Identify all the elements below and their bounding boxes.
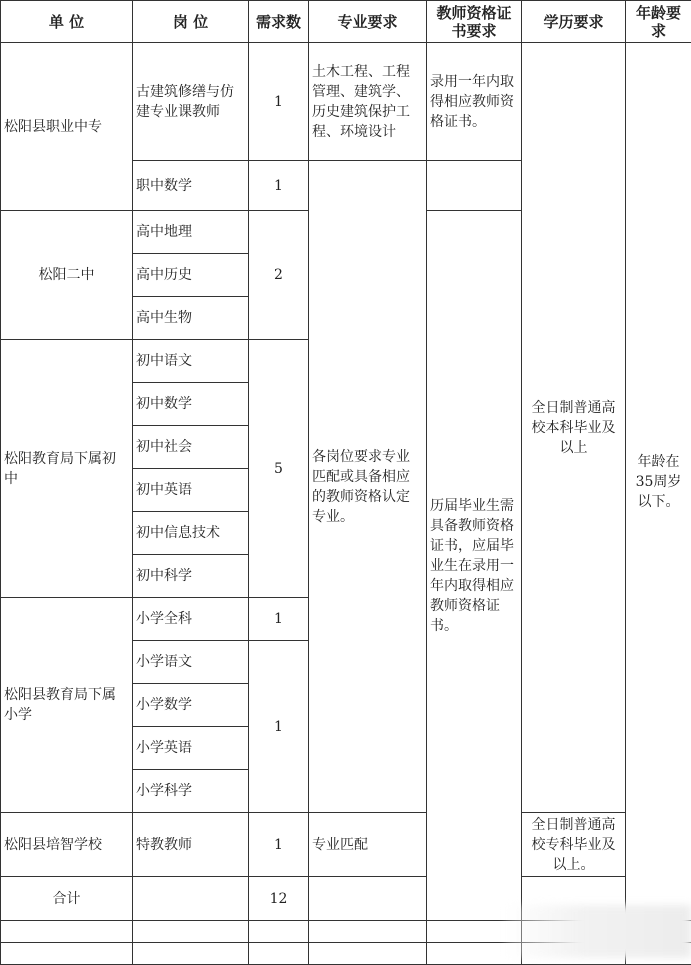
header-position: 岗 位 xyxy=(133,1,249,43)
total-label: 合计 xyxy=(1,877,133,921)
position-primary-chinese: 小学语文 xyxy=(133,641,249,684)
position-middle-social: 初中社会 xyxy=(133,426,249,469)
position-high-history: 高中历史 xyxy=(133,254,249,297)
cert-general: 历届毕业生需具备教师资格证书，应届毕业生在录用一年内取得相应教师资格证书。 xyxy=(427,211,522,921)
header-major: 专业要求 xyxy=(309,1,427,43)
cert-vocational-empty xyxy=(427,161,522,211)
unit-middle: 松阳教育局下属初中 xyxy=(1,340,133,598)
header-unit: 单 位 xyxy=(1,1,133,43)
count-cell: 1 xyxy=(249,641,309,813)
header-education: 学历要求 xyxy=(522,1,626,43)
count-cell: 1 xyxy=(249,813,309,877)
header-age: 年龄要求 xyxy=(626,1,691,43)
table-row xyxy=(1,813,691,877)
unit-primary: 松阳县教育局下属小学 xyxy=(1,598,133,813)
major-general: 各岗位要求专业匹配或具备相应的教师资格认定专业。 xyxy=(309,161,427,813)
total-major-empty xyxy=(309,877,427,921)
count-cell: 5 xyxy=(249,340,309,598)
position-vocational-math: 职中数学 xyxy=(133,161,249,211)
count-cell: 1 xyxy=(249,43,309,161)
unit-vocational: 松阳县职业中专 xyxy=(1,43,133,211)
header-cert: 教师资格证书要求 xyxy=(427,1,522,43)
total-count: 12 xyxy=(249,877,309,921)
education-special: 全日制普通高校专科毕业及以上。 xyxy=(522,813,626,877)
position-primary-science: 小学科学 xyxy=(133,770,249,813)
header-row xyxy=(1,1,691,43)
education-general: 全日制普通高校本科毕业及以上 xyxy=(522,43,626,813)
total-position-empty xyxy=(133,877,249,921)
count-cell: 1 xyxy=(249,598,309,641)
position-middle-math: 初中数学 xyxy=(133,383,249,426)
position-primary-math: 小学数学 xyxy=(133,684,249,727)
unit-special: 松阳县培智学校 xyxy=(1,813,133,877)
position-middle-science: 初中科学 xyxy=(133,555,249,598)
position-primary-english: 小学英语 xyxy=(133,727,249,770)
age-general: 年龄在35周岁以下。 xyxy=(626,43,691,921)
position-middle-chinese: 初中语文 xyxy=(133,340,249,383)
cert-vocational: 录用一年内取得相应教师资格证书。 xyxy=(427,43,522,161)
position-primary-general: 小学全科 xyxy=(133,598,249,641)
position-middle-english: 初中英语 xyxy=(133,469,249,512)
table-row xyxy=(1,43,691,161)
header-count: 需求数 xyxy=(249,1,309,43)
position-high-biology: 高中生物 xyxy=(133,297,249,340)
position-ancient-architecture: 古建筑修缮与仿建专业课教师 xyxy=(133,43,249,161)
position-middle-it: 初中信息技术 xyxy=(133,512,249,555)
position-high-geography: 高中地理 xyxy=(133,211,249,254)
unit-second-high: 松阳二中 xyxy=(1,211,133,340)
count-cell: 2 xyxy=(249,211,309,340)
major-ancient-architecture: 土木工程、工程管理、建筑学、历史建筑保护工程、环境设计 xyxy=(309,43,427,161)
watermark-blur xyxy=(505,905,691,958)
position-special-teacher: 特教教师 xyxy=(133,813,249,877)
major-special: 专业匹配 xyxy=(309,813,427,877)
count-cell: 1 xyxy=(249,161,309,211)
